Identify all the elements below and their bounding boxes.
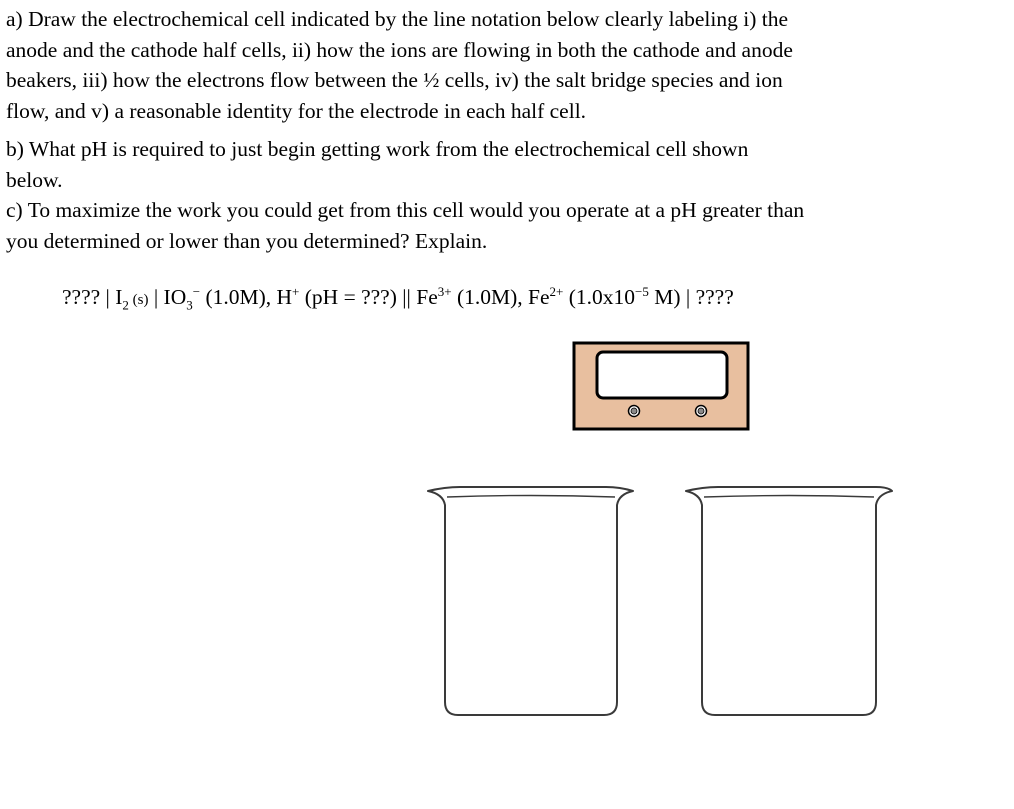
question-c-line: c) To maximize the work you could get from this cell would you operate at a pH greater than (6, 198, 805, 222)
question-c-line: you determined or lower than you determined? Explain. (6, 228, 488, 253)
question-a-line: beakers, iii) how the electrons flow between the ½ cells, iv) the salt bridge species and ion (6, 68, 783, 92)
iodate-subscript: 3 (186, 297, 193, 313)
iron2-charge: 2+ (549, 283, 564, 299)
iodate-symbol: IO (163, 285, 187, 309)
hydrogen-symbol: H (276, 285, 293, 309)
iron3-symbol: Fe (410, 285, 438, 309)
beaker-right (686, 487, 892, 715)
iron2-concentration-unit: M) (648, 285, 681, 309)
question-b-line: below. (6, 167, 63, 192)
beaker-right-outline (686, 487, 892, 715)
question-a-line: anode and the cathode half cells, ii) how the ions are flowing in both the cathode and anode (6, 37, 793, 62)
salt-bridge-symbol: || (402, 285, 411, 309)
question-a-line: flow, and v) a reasonable identity for the electrode in each half cell. (6, 98, 587, 123)
hydrogen-charge: + (292, 283, 300, 299)
voltmeter-terminal-left (629, 406, 640, 417)
iodine-subscript: 2 (122, 297, 129, 313)
iron2-symbol: Fe (528, 285, 550, 309)
phase-separator: | (148, 285, 164, 309)
iron2-concentration: (1.0x10 (563, 285, 636, 309)
iron3-charge: 3+ (437, 283, 452, 299)
iron2-exponent: −5 (635, 283, 649, 299)
cathode-electrode-unknown: ???? (695, 285, 734, 309)
question-b-line: b) What pH is required to just begin getting work from the electrochemical cell shown (6, 137, 749, 161)
beaker-left (428, 487, 633, 715)
voltmeter-display (597, 352, 727, 398)
phase-separator: | (680, 285, 696, 309)
voltmeter (574, 343, 748, 429)
ph-unknown: (pH = ???) (299, 285, 403, 309)
question-a-line: a) Draw the electrochemical cell indicated by the line notation below clearly labeling i) the (6, 7, 789, 31)
iodine-state: (s) (128, 292, 149, 308)
iodine-symbol: I (115, 285, 123, 309)
iodate-charge: − (192, 283, 201, 299)
anode-electrode-unknown: ???? (62, 285, 101, 309)
iron3-concentration: (1.0M), (451, 285, 529, 309)
beaker-left-outline (428, 487, 633, 715)
iodate-concentration: (1.0M), (200, 285, 277, 309)
phase-separator: | (100, 285, 116, 309)
voltmeter-terminal-right (696, 406, 707, 417)
